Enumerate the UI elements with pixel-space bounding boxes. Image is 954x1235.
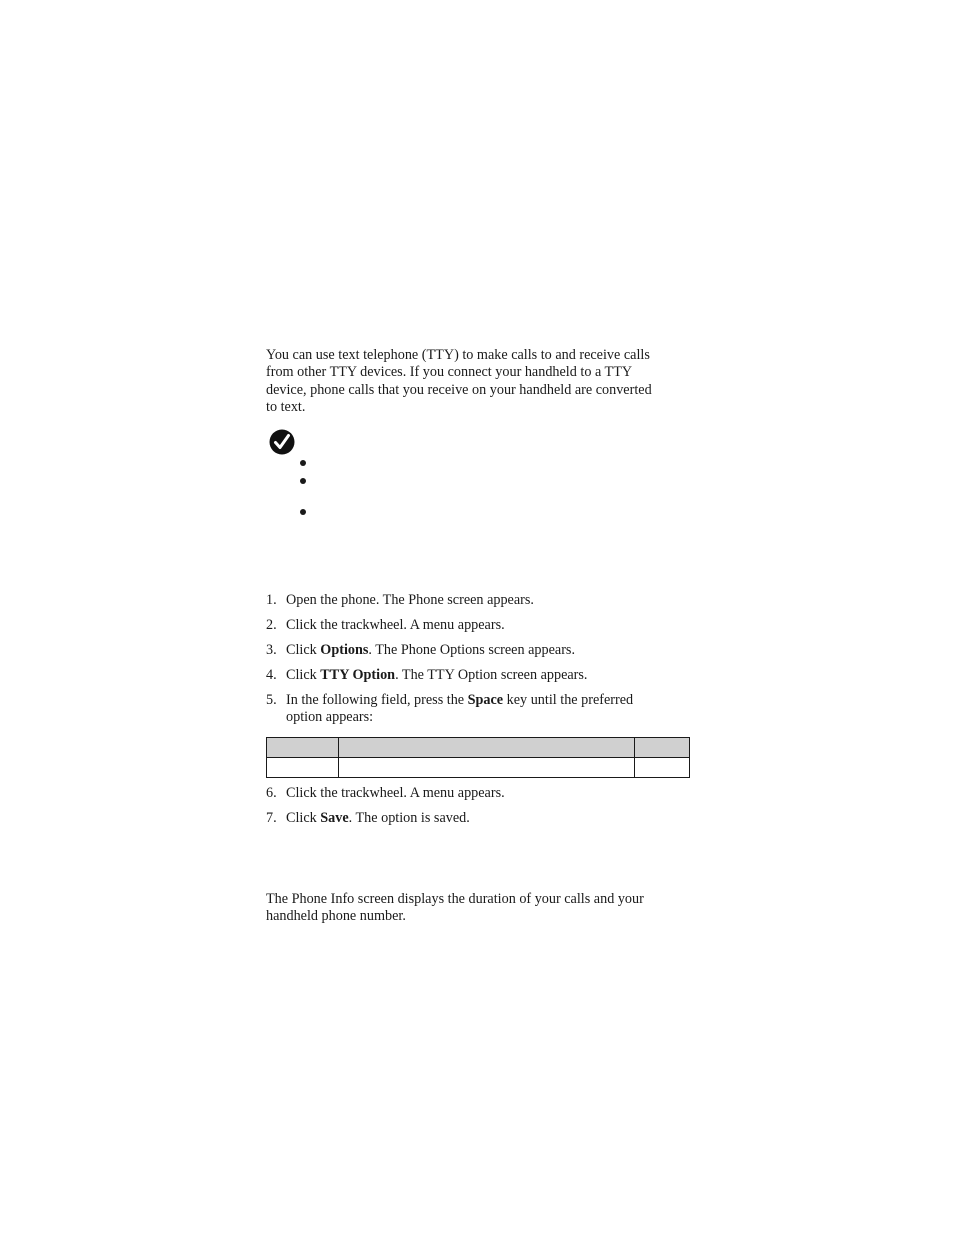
step-text	[286, 642, 575, 659]
ui-term: Space	[467, 692, 504, 708]
step-number: 4.	[266, 667, 277, 683]
step-number: 7.	[266, 810, 277, 826]
step-text	[286, 667, 587, 684]
step-number: 5.	[266, 692, 277, 708]
step-line	[286, 785, 505, 802]
step-line	[286, 667, 587, 684]
step-text-run: Click the trackwheel. A menu appears.	[286, 785, 505, 801]
step-line	[286, 642, 575, 659]
table-header-cell	[635, 738, 690, 758]
tty-intro-paragraph	[266, 347, 691, 416]
ui-term: Save	[320, 810, 349, 826]
table-cell	[267, 758, 339, 778]
step-number: 2.	[266, 617, 277, 633]
step-text	[286, 785, 505, 802]
table-header-cell	[267, 738, 339, 758]
phone-info-line: handheld phone number.	[266, 908, 406, 925]
step-text-run: In the following field, press the	[286, 692, 468, 708]
step-text	[286, 692, 633, 727]
step-text-run: Click	[286, 667, 321, 683]
step-line	[286, 709, 633, 726]
step-text-run: key until the preferred	[503, 692, 634, 708]
table-row	[267, 758, 690, 778]
step-line	[286, 617, 505, 634]
step-text-run: option appears:	[286, 709, 374, 726]
table-cell	[635, 758, 690, 778]
step-number: 6.	[266, 785, 277, 801]
step-number: 1.	[266, 592, 277, 608]
ui-term: Options	[320, 642, 369, 658]
step-text	[286, 592, 534, 609]
tty-option-table	[266, 737, 690, 778]
step-text-run: Open the phone. The Phone screen appears.	[286, 592, 534, 608]
table-header-row	[267, 738, 690, 758]
phone-info-paragraph	[266, 891, 691, 926]
step-line	[286, 810, 470, 827]
step-text	[286, 810, 470, 827]
step-text-run: . The Phone Options screen appears.	[368, 642, 575, 658]
step-text-run: . The option is saved.	[348, 810, 470, 826]
intro-line: You can use text telephone (TTY) to make calls to and receive calls	[266, 347, 650, 363]
step-number: 3.	[266, 642, 277, 658]
checkmark-icon	[269, 429, 295, 455]
ui-term: TTY Option	[320, 667, 396, 683]
step-text-run: Click	[286, 810, 321, 826]
step-text-run: . The TTY Option screen appears.	[395, 667, 588, 683]
intro-line: from other TTY devices. If you connect your handheld to a TTY	[266, 364, 633, 381]
step-line	[286, 692, 633, 709]
step-text-run: Click	[286, 642, 321, 658]
step-text	[286, 617, 505, 634]
step-line	[286, 592, 534, 609]
note-bullet	[300, 460, 306, 466]
note-bullet	[300, 509, 306, 515]
table-cell	[339, 758, 635, 778]
step-text-run: Click the trackwheel. A menu appears.	[286, 617, 505, 633]
table-header-cell	[339, 738, 635, 758]
intro-line: device, phone calls that you receive on your handheld are converted	[266, 381, 652, 398]
note-bullet	[300, 478, 306, 484]
intro-line: to text.	[266, 398, 306, 415]
phone-info-line: The Phone Info screen displays the duration of your calls and your	[266, 891, 644, 907]
